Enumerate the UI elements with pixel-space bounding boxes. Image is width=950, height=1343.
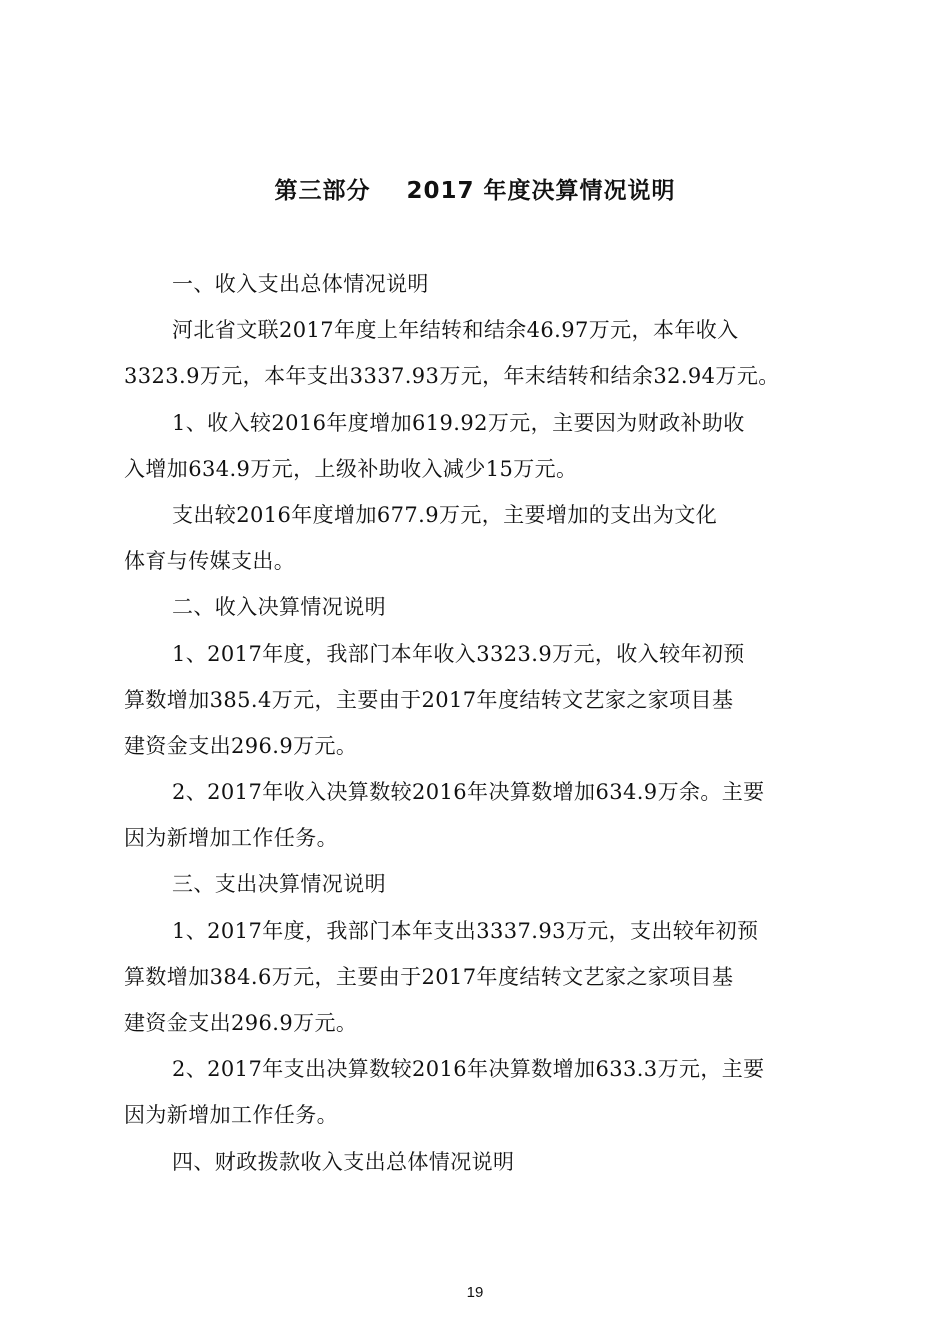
- paragraph-line: 2、2017年收入决算数较2016年决算数增加634.9万余。主要: [172, 780, 765, 805]
- paragraph-line: 因为新增加工作任务。: [124, 1103, 338, 1128]
- paragraph-line: 体育与传媒支出。: [124, 549, 296, 574]
- paragraph-line: 建资金支出296.9万元。: [124, 1011, 358, 1035]
- paragraph-line: 支出较2016年度增加677.9万元，主要增加的支出为文化: [172, 502, 718, 527]
- paragraph-line: 1、2017年度，我部门本年支出3337.93万元，支出较年初预: [172, 918, 759, 943]
- paragraph-line: 河北省文联2017年度上年结转和结余46.97万元，本年收入: [172, 318, 739, 343]
- paragraph-line: 建资金支出296.9万元。: [124, 733, 358, 758]
- paragraph-line: 3323.9万元，本年支出3337.93万元，年末结转和结余32.94万元。: [124, 364, 780, 389]
- paragraph-line: 1、收入较2016年度增加619.92万元，主要因为财政补助收: [172, 410, 745, 435]
- paragraph-line: 2、2017年支出决算数较2016年决算数增加633.3万元，主要: [172, 1057, 765, 1082]
- section-heading-2: 二、收入决算情况说明: [172, 595, 386, 620]
- section-heading-4: 四、财政拨款收入支出总体情况说明: [172, 1149, 515, 1174]
- paragraph-line: 算数增加384.6万元，主要由于2017年度结转文艺家之家项目基: [124, 964, 734, 989]
- section-heading-1: 一、收入支出总体情况说明: [172, 272, 429, 296]
- page-number: 19: [466, 1284, 484, 1301]
- document-body: [124, 261, 804, 1185]
- paragraph-line: 算数增加385.4万元，主要由于2017年度结转文艺家之家项目基: [124, 687, 734, 712]
- section-heading-3: 三、支出决算情况说明: [172, 872, 386, 897]
- paragraph-line: 因为新增加工作任务。: [124, 826, 338, 851]
- paragraph-line: 1、2017年度，我部门本年收入3323.9万元，收入较年初预: [172, 641, 745, 666]
- paragraph-line: 入增加634.9万元，上级补助收入减少15万元。: [124, 456, 578, 481]
- page-title: 第三部分 2017 年度决算情况说明: [274, 178, 676, 204]
